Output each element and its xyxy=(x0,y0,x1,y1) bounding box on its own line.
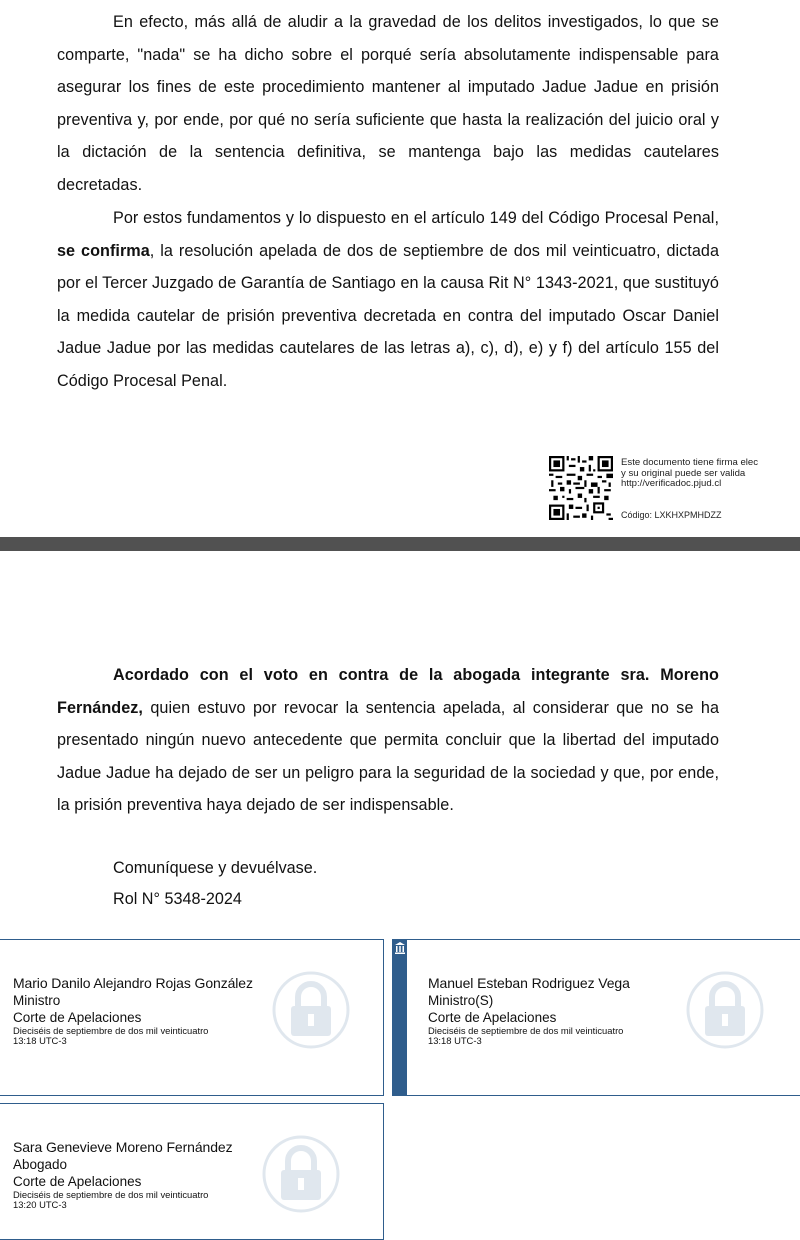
lock-watermark-icon xyxy=(261,1134,341,1214)
verification-text xyxy=(621,458,800,490)
verification-url[interactable]: http://verificadoc.pjud.cl xyxy=(621,478,722,489)
signature-time: 13:18 UTC-3 xyxy=(428,1034,482,1046)
signature-card-moreno xyxy=(0,1103,384,1240)
signer-court: Corte de Apelaciones xyxy=(13,1174,142,1189)
paragraph-resolucion-rest: , la resolución apelada de dos de septiembre de dos mil veinticuatro, dictada por el Tercer Juzgado de Garantía de Santiago en la causa Rit N° 1343-2021, que sustituyó la medida cautelar de prisión preventiva decretada en contra del imputado Oscar Daniel Jadue Jadue por las medidas cautelares de las letras a), c), d), e) y f) del artículo 155 del Código Procesal Penal. xyxy=(57,241,719,390)
document-page-top xyxy=(0,0,800,537)
signature-time: 13:20 UTC-3 xyxy=(13,1198,67,1210)
paragraph-resolucion xyxy=(57,202,719,398)
closing-line: Comuníquese y devuélvase. xyxy=(113,859,318,877)
paragraph-fundamentos: En efecto, más allá de aludir a la gravedad de los delitos investigados, lo que se comparte, "nada" se ha dicho sobre el porqué sería absolutamente indispensable para asegurar los fines de este procedimiento mantener al imputado Jadue Jadue en prisión preventiva y, por ende, por qué no sería suficiente que hasta la realización del juicio oral y la dictación de la sentencia definitiva, se mantenga bajo las medidas cautelares decretadas. xyxy=(57,13,719,194)
signer-court: Corte de Apelaciones xyxy=(428,1010,557,1025)
qr-code-icon xyxy=(549,456,613,520)
lock-watermark-icon xyxy=(271,970,351,1050)
rol-number: Rol N° 5348-2024 xyxy=(113,890,242,908)
verification-line-2: y su original puede ser valida xyxy=(621,467,746,479)
signer-name: Manuel Esteban Rodriguez Vega xyxy=(428,975,630,991)
signer-role: Abogado xyxy=(13,1157,68,1172)
paragraph-voto-en-contra xyxy=(57,659,719,822)
signature-card-rojas xyxy=(0,939,384,1096)
verification-line-1: Este documento tiene firma elec xyxy=(621,457,759,468)
verification-code: Código: LXKHXPMHDZZ xyxy=(621,510,722,520)
verification-block xyxy=(549,456,800,522)
signer-name: Mario Danilo Alejandro Rojas González xyxy=(13,975,253,991)
signer-role: Ministro xyxy=(13,993,61,1008)
signature-time: 13:18 UTC-3 xyxy=(13,1034,67,1046)
paragraph-resolucion-bold: se confirma xyxy=(57,241,150,260)
page-separator xyxy=(0,537,800,551)
document-page-bottom xyxy=(0,551,800,1232)
paragraph-voto-bold: Acordado con el voto en contra de la abogada integrante sra. Moreno Fernández, xyxy=(57,666,719,717)
signer-name: Sara Genevieve Moreno Fernández xyxy=(13,1139,233,1155)
card-accent-bar xyxy=(393,940,407,1095)
court-building-icon xyxy=(395,942,405,954)
lock-watermark-icon xyxy=(685,970,765,1050)
signer-role: Ministro(S) xyxy=(428,993,494,1008)
paragraph-voto-rest: quien estuvo por revocar la sentencia apelada, al considerar que no se ha presentado ningún nuevo antecedente que permita concluir que la libertad del imputado Jadue Jadue ha dejado de ser un peligro para la seguridad de la sociedad y que, por ende, la prisión preventiva haya dejado de ser indispensable. xyxy=(57,698,719,815)
signature-date: Dieciséis de septiembre de dos mil veinticuatro xyxy=(13,1189,209,1200)
signature-date: Dieciséis de septiembre de dos mil veinticuatro xyxy=(428,1025,624,1036)
paragraph-resolucion-intro: Por estos fundamentos y lo dispuesto en el artículo 149 del Código Procesal Penal, xyxy=(113,209,719,227)
signature-date: Dieciséis de septiembre de dos mil veinticuatro xyxy=(13,1025,209,1036)
signature-card-rodriguez xyxy=(392,939,800,1096)
signer-court: Corte de Apelaciones xyxy=(13,1010,142,1025)
